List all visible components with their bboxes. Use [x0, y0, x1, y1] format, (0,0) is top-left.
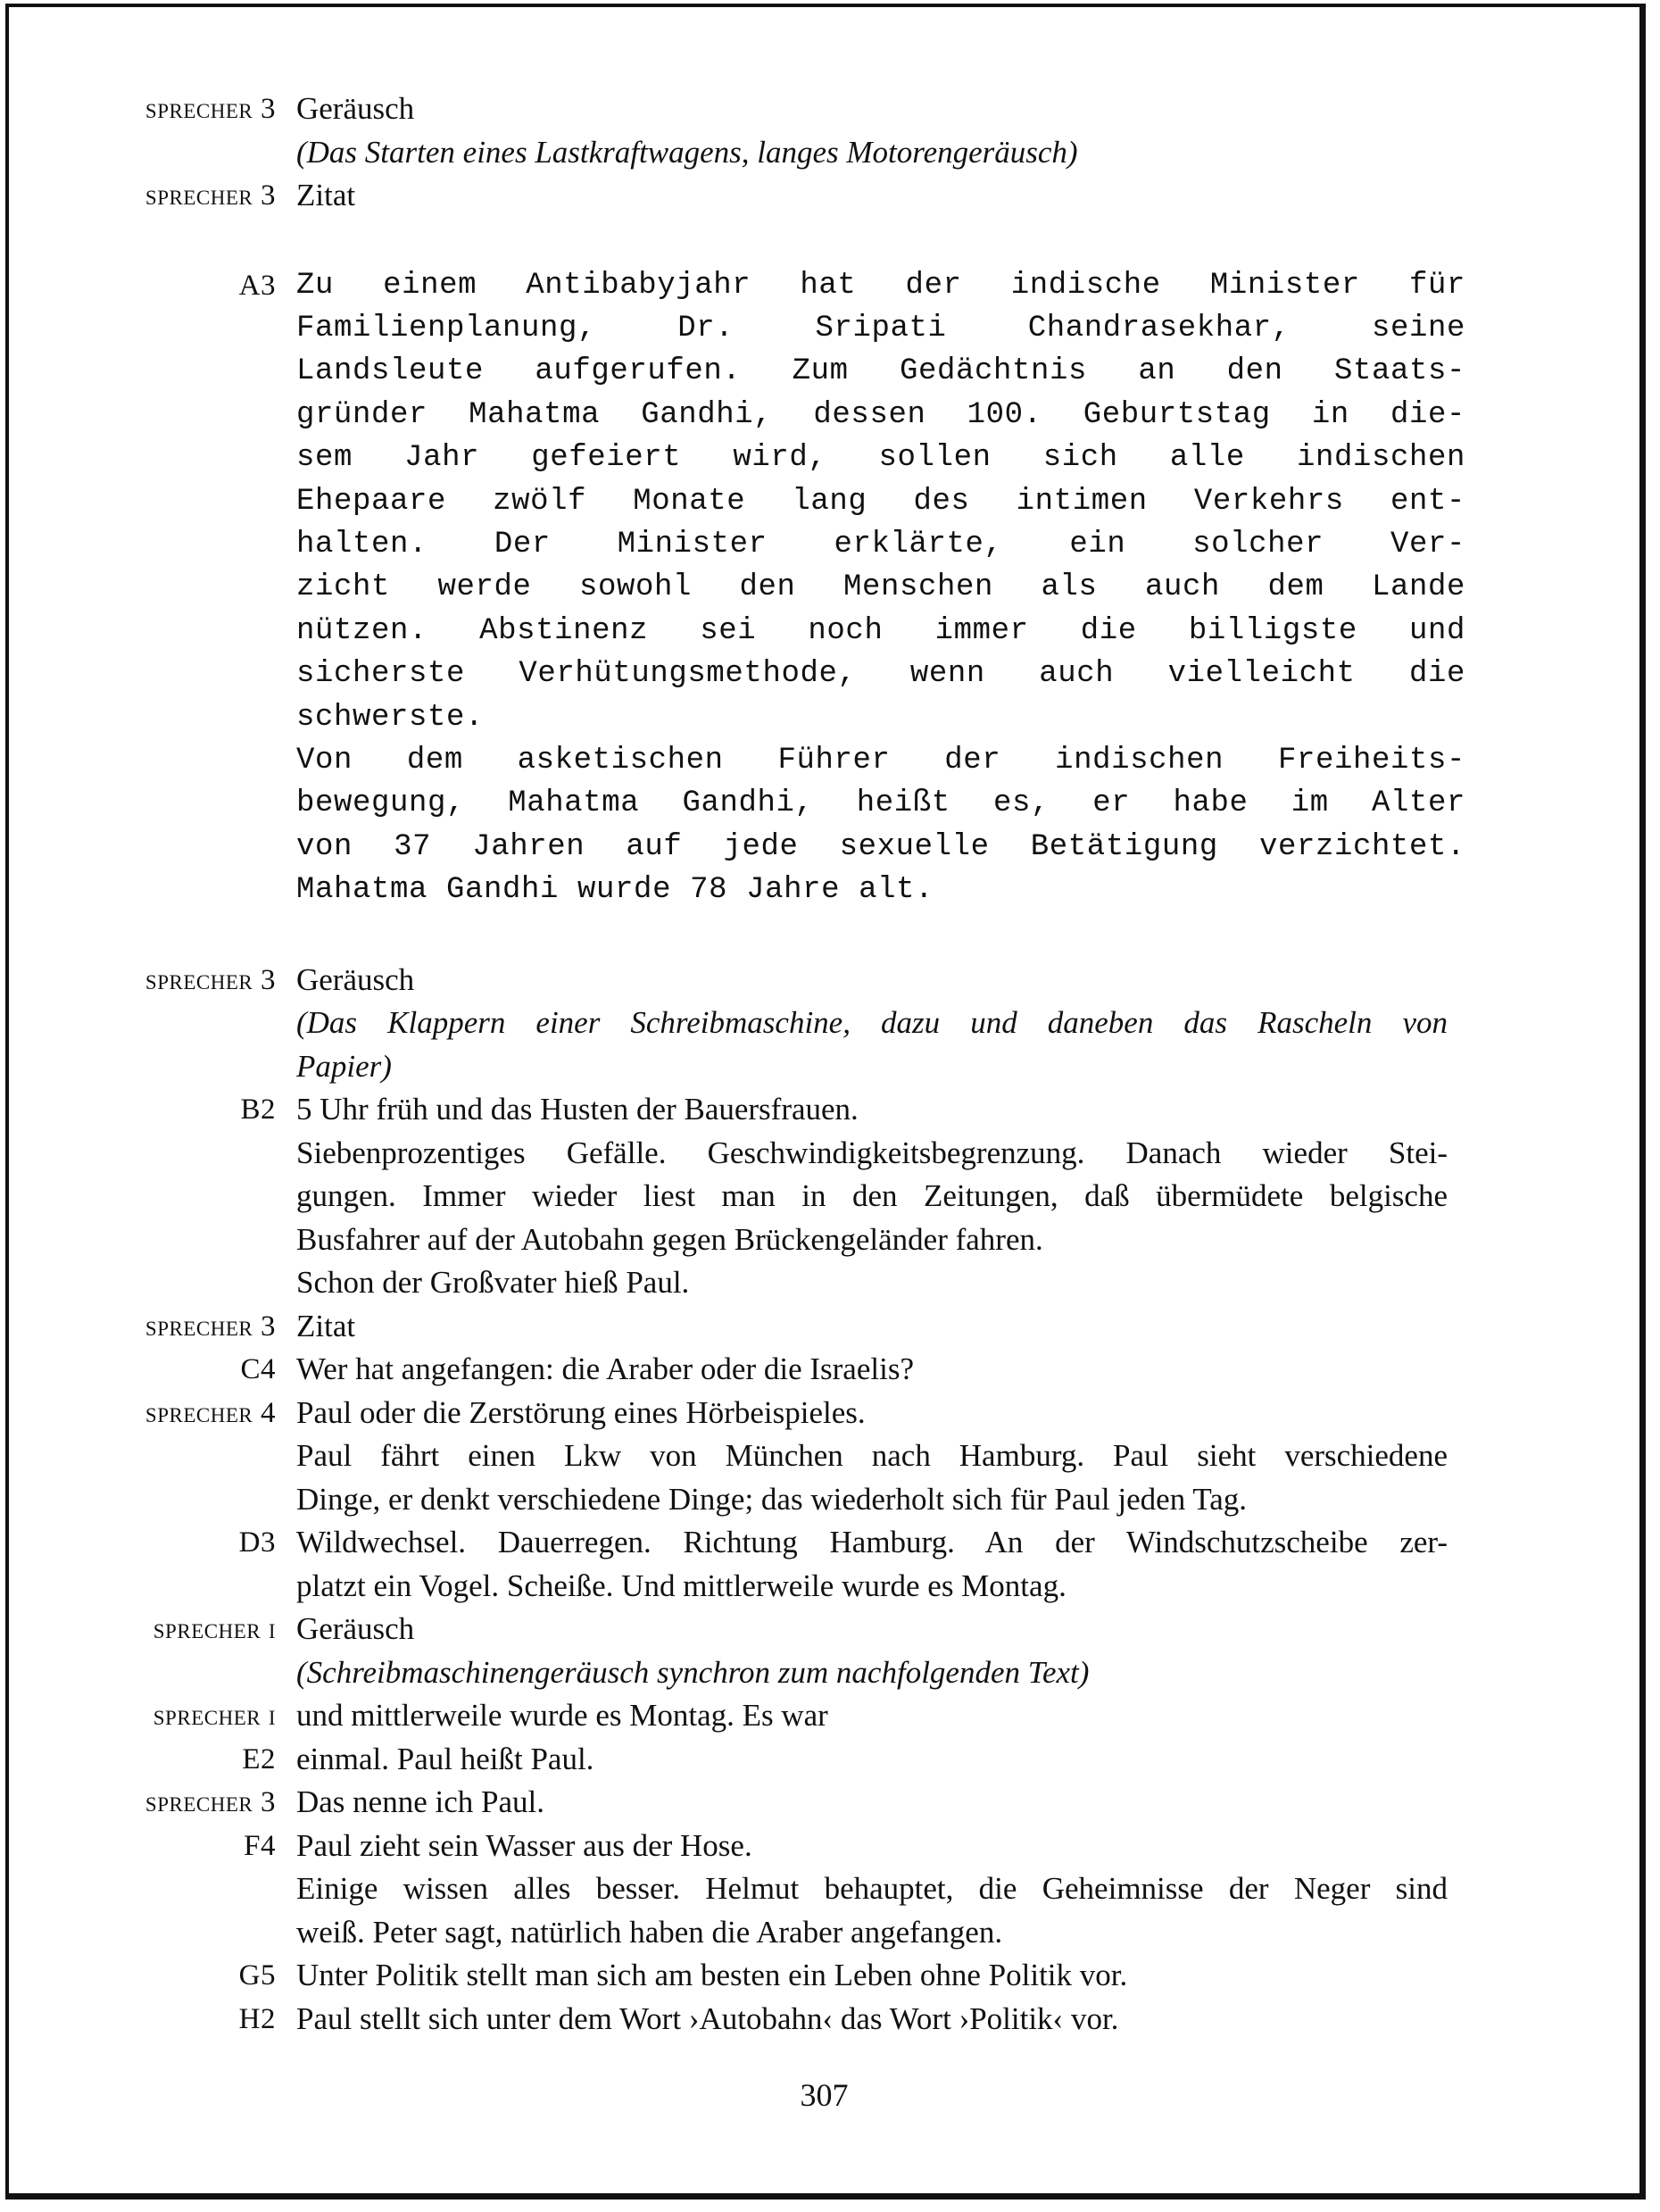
stage-direction-text	[296, 1002, 1448, 1088]
script-entry	[9, 174, 1639, 218]
speaker-label: sprecher 3	[145, 1310, 276, 1343]
script-entry	[9, 1132, 1639, 1305]
entry-text: Paul stellt sich unter dem Wort ›Autobahn‹ das Wort ›Politik‹ vor.	[296, 2000, 1119, 2036]
text-line: Ehepaare zwölf Monate lang des intimen Verkehrs ent-	[296, 484, 1465, 519]
script-entry	[9, 1521, 1639, 1608]
text-line: Paul fährt einen Lkw von München nach Hamburg. Paul sieht verschiedene	[296, 1438, 1448, 1474]
stage-direction	[9, 1651, 1639, 1695]
text-line: (Das Klappern einer Schreibmaschine, dazu und daneben das Rascheln von	[296, 1005, 1448, 1041]
entry-text: Paul oder die Zerstörung eines Hörbeispieles.	[296, 1394, 866, 1430]
text-line: Schon der Großvater hieß Paul.	[296, 1265, 690, 1301]
script-entry	[9, 1954, 1639, 1998]
script-entry	[9, 1434, 1639, 1521]
cue-label: C4	[240, 1353, 276, 1386]
spacer	[9, 912, 1639, 959]
script-entry	[9, 1694, 1639, 1738]
text-line: Mahatma Gandhi wurde 78 Jahre alt.	[296, 873, 934, 908]
cue-label: A3	[238, 269, 276, 302]
entry-text: Geräusch	[296, 961, 415, 997]
entry-text	[296, 1132, 1448, 1305]
entry-text	[296, 1521, 1448, 1608]
text-line: nützen. Abstinenz sei noch immer die billigste und	[296, 613, 1465, 648]
entry-text: Geräusch	[296, 1611, 415, 1647]
entry-text: Zitat	[296, 1308, 356, 1343]
script-entry	[9, 1088, 1639, 1132]
book-page	[5, 4, 1646, 2200]
text-line: Wildwechsel. Dauerregen. Richtung Hamburg. An der Windschutzscheibe zer-	[296, 1525, 1448, 1560]
cue-label: D3	[238, 1526, 276, 1559]
speaker-label: sprecher 3	[145, 1786, 276, 1819]
script-entry	[9, 1867, 1639, 1954]
script-entry	[9, 959, 1639, 1002]
speaker-label: sprecher i	[153, 1700, 276, 1733]
text-line: Papier)	[296, 1048, 392, 1084]
text-line: platzt ein Vogel. Scheiße. Und mittlerweile wurde es Montag.	[296, 1568, 1067, 1603]
entry-text: einmal. Paul heißt Paul.	[296, 1741, 594, 1776]
script-entry	[9, 1392, 1639, 1435]
cue-label: F4	[244, 1829, 276, 1862]
text-line: Familienplanung, Dr. Sripati Chandrasekhar, seine	[296, 311, 1465, 345]
entry-text: Das nenne ich Paul.	[296, 1784, 544, 1820]
cue-label: H2	[238, 2002, 276, 2035]
page-number: 307	[800, 2077, 849, 2113]
script-entry	[9, 1738, 1639, 1782]
text-line: weiß. Peter sagt, natürlich haben die Araber angefangen.	[296, 1914, 1003, 1950]
cue-label: G5	[238, 1959, 276, 1992]
stage-direction-text: (Das Starten eines Lastkraftwagens, langes Motorengeräusch)	[296, 134, 1078, 170]
stage-direction	[9, 1002, 1639, 1088]
entry-text: 5 Uhr früh und das Husten der Bauersfrauen.	[296, 1092, 859, 1127]
text-line: schwerste.	[296, 700, 485, 735]
text-line: sem Jahr gefeiert wird, sollen sich alle indischen	[296, 441, 1465, 476]
speaker-label: sprecher 3	[145, 179, 276, 212]
entry-text: und mittlerweile wurde es Montag. Es war	[296, 1698, 828, 1734]
stage-direction-text: (Schreibmaschinengeräusch synchron zum nachfolgenden Text)	[296, 1654, 1090, 1690]
text-line: von 37 Jahren auf jede sexuelle Betätigung verzichtet.	[296, 829, 1465, 864]
text-line: Von dem asketischen Führer der indischen Freiheits-	[296, 743, 1465, 778]
cue-label: B2	[240, 1094, 276, 1127]
text-line: Landsleute aufgerufen. Zum Gedächtnis an den Staats-	[296, 354, 1465, 389]
text-line: Einige wissen alles besser. Helmut behauptet, die Geheimnisse der Neger sind	[296, 1871, 1448, 1907]
speaker-label: sprecher i	[153, 1613, 276, 1646]
speaker-label: sprecher 3	[145, 93, 276, 125]
entry-text	[296, 1434, 1448, 1521]
entry-text: Paul zieht sein Wasser aus der Hose.	[296, 1827, 752, 1863]
text-line: Siebenprozentiges Gefälle. Geschwindigkeitsbegrenzung. Danach wieder Stei-	[296, 1135, 1448, 1170]
entry-text: Wer hat angefangen: die Araber oder die Israelis?	[296, 1351, 914, 1387]
typewriter-text	[296, 264, 1465, 912]
speaker-label: sprecher 4	[145, 1396, 276, 1429]
text-line: Dinge, er denkt verschiedene Dinge; das wiederholt sich für Paul jeden Tag.	[296, 1481, 1248, 1517]
entry-text: Zitat	[296, 178, 356, 212]
text-line: gungen. Immer wieder liest man in den Zeitungen, daß übermüdete belgische	[296, 1178, 1448, 1214]
spacer	[9, 218, 1639, 264]
script-entry	[9, 1781, 1639, 1825]
entry-text: Unter Politik stellt man sich am besten ein Leben ohne Politik vor.	[296, 1958, 1128, 1993]
script-entry	[9, 1305, 1639, 1349]
script-content	[9, 87, 1639, 2041]
speaker-label: sprecher 3	[145, 963, 276, 996]
entry-text	[296, 1867, 1448, 1954]
text-line: Busfahrer auf der Autobahn gegen Brückengeländer fahren.	[296, 1221, 1043, 1257]
script-entry	[9, 1608, 1639, 1651]
cue-label: E2	[242, 1742, 276, 1775]
text-line: gründer Mahatma Gandhi, dessen 100. Geburtstag in die-	[296, 397, 1465, 432]
text-line: zicht werde sowohl den Menschen als auch dem Lande	[296, 570, 1465, 605]
typewriter-quote	[9, 264, 1639, 912]
script-entry	[9, 1825, 1639, 1868]
text-line: Zu einem Antibabyjahr hat der indische Minister für	[296, 268, 1465, 303]
script-entry	[9, 87, 1639, 131]
entry-text: Geräusch	[296, 91, 415, 126]
text-line: sicherste Verhütungsmethode, wenn auch vielleicht die	[296, 657, 1465, 692]
text-line: halten. Der Minister erklärte, ein solcher Ver-	[296, 527, 1465, 561]
script-entry	[9, 1998, 1639, 2042]
stage-direction	[9, 131, 1639, 175]
script-entry	[9, 1348, 1639, 1392]
text-line: bewegung, Mahatma Gandhi, heißt es, er habe im Alter	[296, 786, 1465, 821]
